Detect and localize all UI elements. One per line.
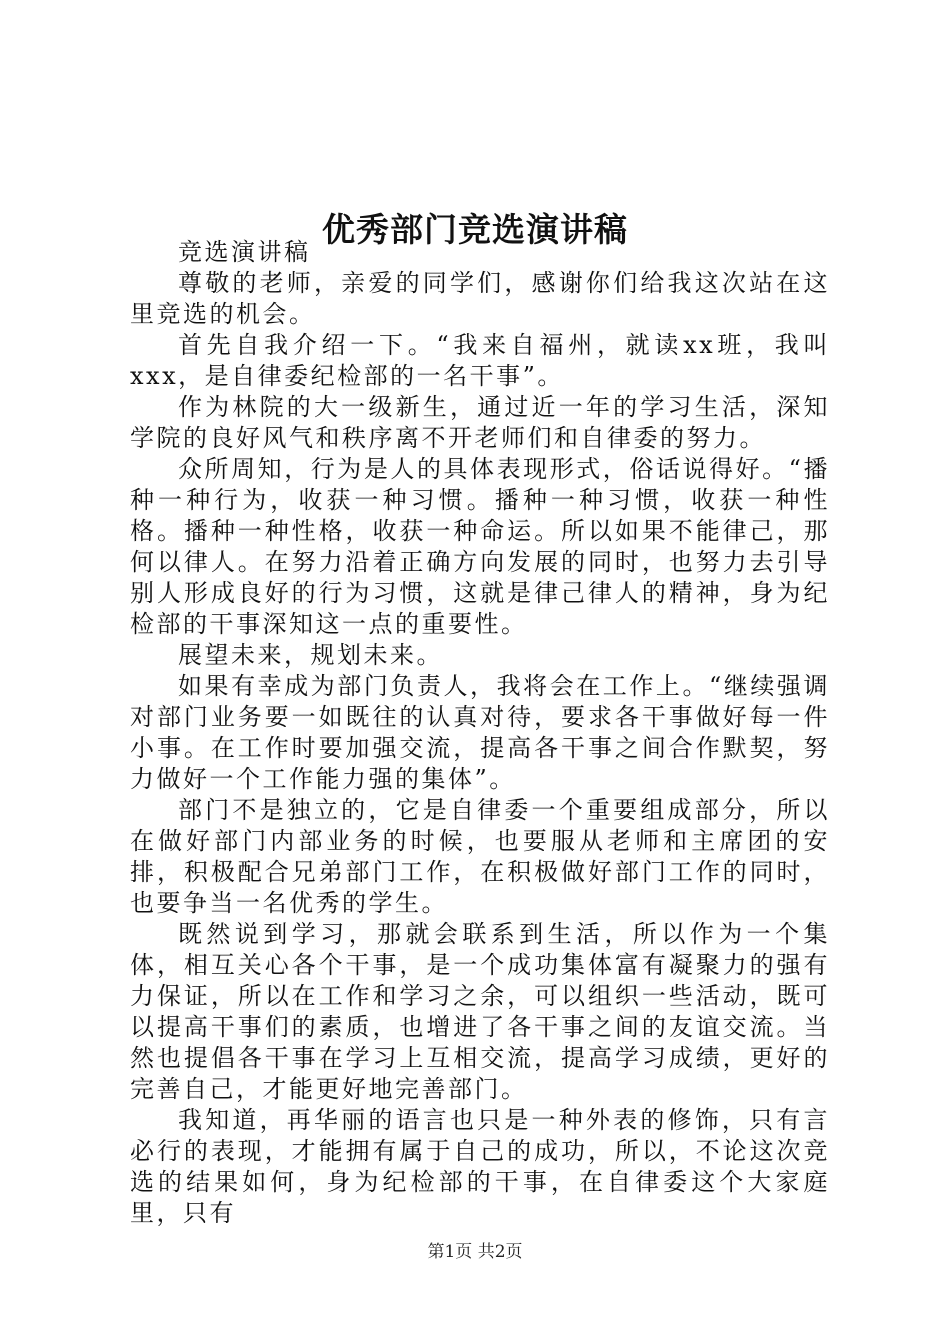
paragraph-heading: 竞选演讲稿 — [178, 238, 311, 266]
paragraph-study-life: 既然说到学习，那就会联系到生活，所以作为一个集体，相互关心各个干事，是一个成功集体富有凝聚力的强有力保证，所以在工作和学习之余，可以组织一些活动，既可以提高干事们的素质，也增进了各干事之间的友谊交流。当然也提倡各干事在学习上互相交流，提高学习成绩，更好的完善自己，才能更好地完善部门。 — [130, 920, 830, 1103]
paragraph-closing: 我知道，再华丽的语言也只是一种外表的修饰，只有言必行的表现，才能拥有属于自己的成功，所以，不论这次竞选的结果如何，身为纪检部的干事，在自律委这个大家庭里，只有 — [130, 1106, 830, 1227]
paragraph-greeting: 尊敬的老师，亲爱的同学们，感谢你们给我这次站在这里竞选的机会。 — [130, 269, 830, 328]
page-footer: 第1页 共2页 — [427, 1242, 523, 1262]
paragraph-background: 作为林院的大一级新生，通过近一年的学习生活，深知学院的良好风气和秩序离不开老师们和自律委的努力。 — [130, 393, 830, 452]
document-body — [130, 237, 830, 1229]
document-title: 优秀部门竞选演讲稿 — [322, 210, 628, 250]
paragraph-introduction: 首先自我介绍一下。“我来自福州，就读xx班，我叫xxx，是自律委纪检部的一名干事”。 — [130, 331, 830, 390]
paragraph-plan: 如果有幸成为部门负责人，我将会在工作上。“继续强调对部门业务要一如既往的认真对待，要求各干事做好每一件小事。在工作时要加强交流，提高各干事之间合作默契，努力做好一个工作能力强的集体”。 — [130, 672, 830, 793]
paragraph-cooperation: 部门不是独立的，它是自律委一个重要组成部分，所以在做好部门内部业务的时候，也要服从老师和主席团的安排，积极配合兄弟部门工作，在积极做好部门工作的同时，也要争当一名优秀的学生。 — [130, 796, 830, 917]
paragraph-discipline: 众所周知，行为是人的具体表现形式，俗话说得好。“播种一种行为，收获一种习惯。播种一种习惯，收获一种性格。播种一种性格，收获一种命运。所以如果不能律己，那何以律人。在努力沿着正确方向发展的同时，也努力去引导别人形成良好的行为习惯，这就是律己律人的精神，身为纪检部的干事深知这一点的重要性。 — [130, 455, 830, 638]
paragraph-outlook: 展望未来，规划未来。 — [178, 641, 443, 669]
